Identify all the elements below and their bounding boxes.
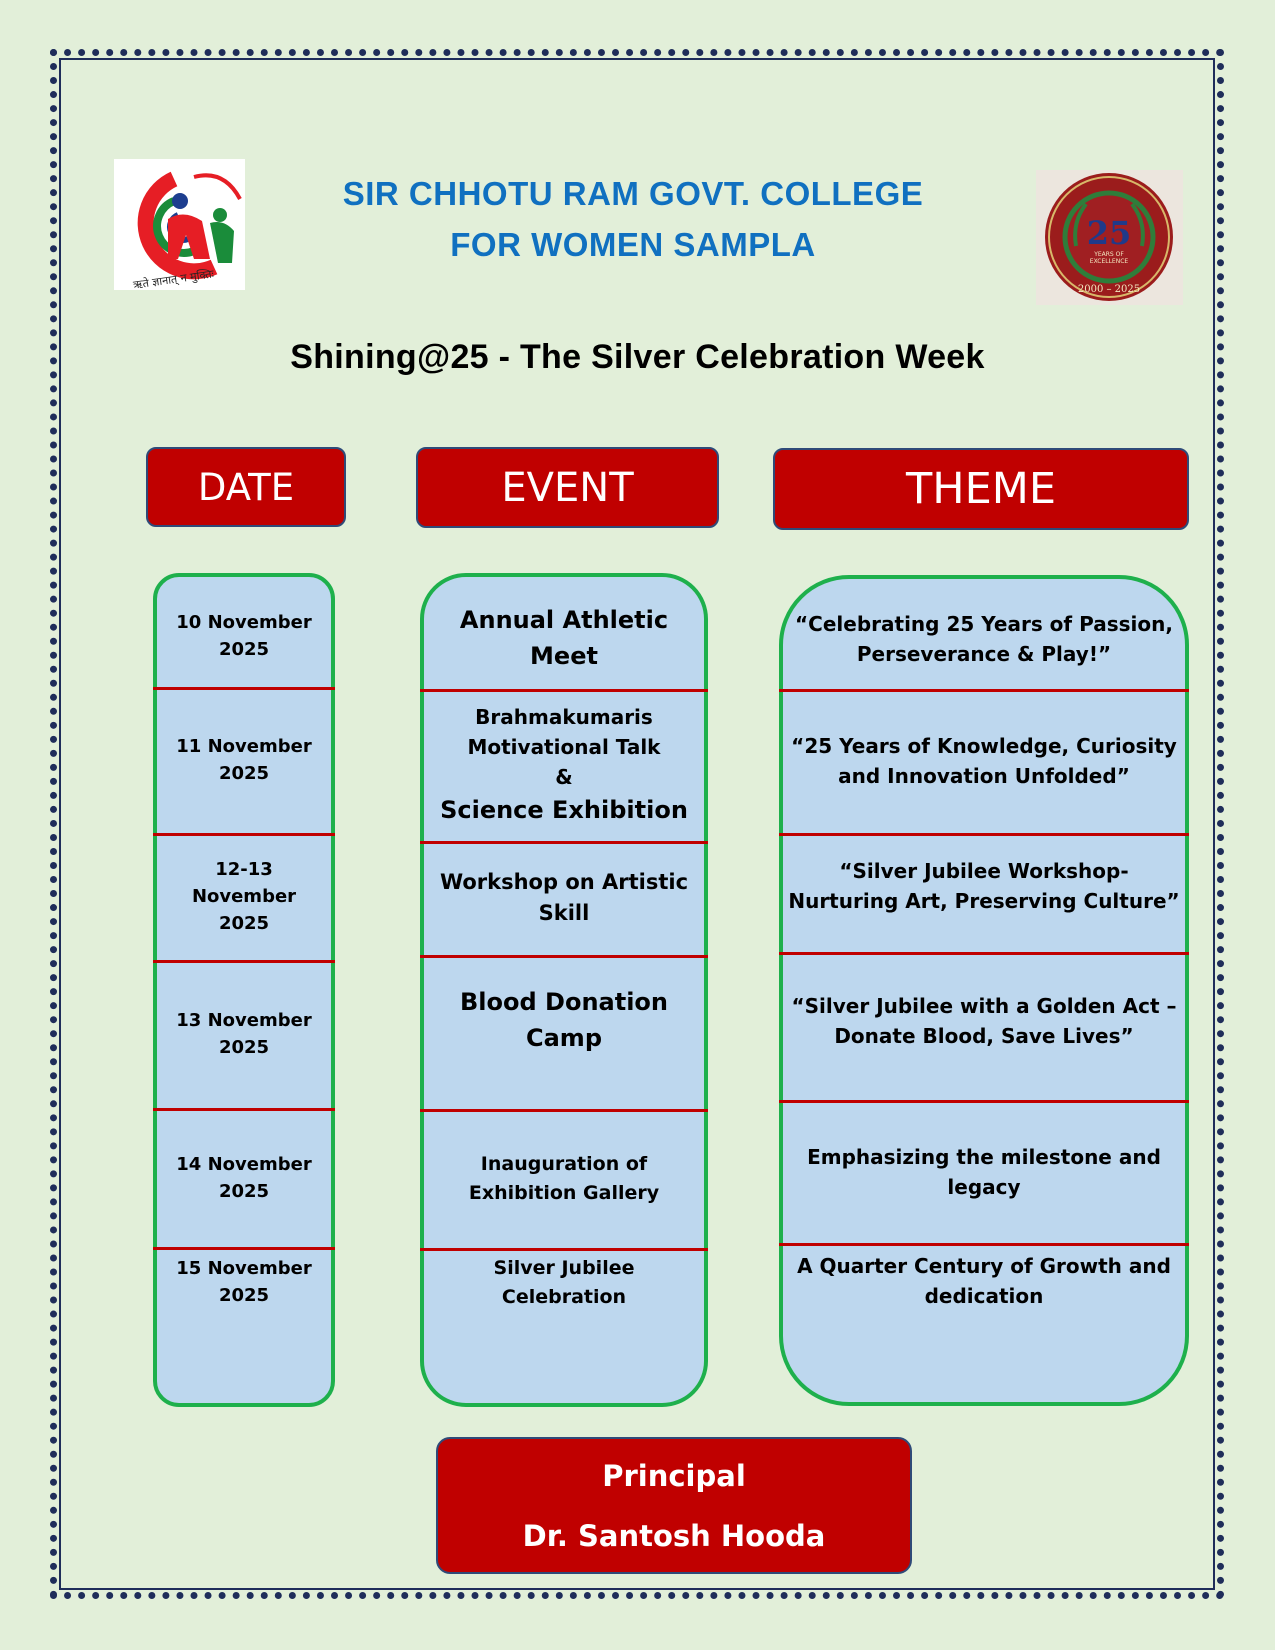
- theme-text-line: “25 Years of Knowledge, Curiosity: [791, 734, 1177, 758]
- event-cell: [424, 689, 704, 841]
- date-text-line: 2025: [218, 1180, 270, 1202]
- theme-text-line: Emphasizing the milestone and: [807, 1144, 1161, 1169]
- row-separator: [153, 960, 335, 963]
- date-cell: [157, 585, 331, 687]
- college-logo: [114, 159, 245, 290]
- theme-header-label: THEME: [905, 464, 1057, 514]
- theme-text-line: Donate Blood, Save Lives”: [834, 1024, 1134, 1048]
- event-text-line: Celebration: [501, 1285, 627, 1308]
- principal-name: Dr. Santosh Hooda: [522, 1519, 826, 1553]
- theme-cell-text: [791, 731, 1177, 791]
- event-cell: [424, 587, 704, 689]
- event-text-line: Workshop on Artistic: [439, 869, 689, 894]
- event-cell-text: [469, 1150, 659, 1207]
- theme-cell-text: [792, 991, 1177, 1051]
- event-cell-text: [440, 702, 688, 828]
- emblem-number: 25: [1086, 214, 1132, 252]
- logo-caption: ऋते ज्ञानात् न मुक्तिः: [132, 267, 215, 290]
- college-name-line1: SIR CHHOTU RAM GOVT. COLLEGE: [342, 175, 924, 212]
- date-text-line: 2025: [218, 913, 270, 934]
- date-cell-text: [192, 856, 296, 937]
- row-separator: [420, 1248, 708, 1251]
- date-text-line: 2025: [218, 1285, 270, 1306]
- date-text-line: 2025: [218, 763, 270, 784]
- row-separator: [153, 1108, 335, 1111]
- principal-role: Principal: [602, 1459, 746, 1493]
- event-text-line: Motivational Talk: [467, 735, 661, 759]
- event-text-line: Meet: [530, 642, 598, 670]
- date-cell-text: [176, 609, 311, 663]
- theme-cell-text: [795, 609, 1173, 669]
- date-header-label: DATE: [197, 465, 295, 509]
- date-text-line: 15 November: [176, 1258, 312, 1279]
- row-separator: [420, 689, 708, 692]
- college-name-line2: FOR WOMEN SAMPLA: [450, 226, 816, 263]
- theme-cell-text: [807, 1142, 1161, 1202]
- silver-jubilee-emblem: [1036, 170, 1183, 305]
- row-separator: [153, 1247, 335, 1250]
- date-text-line: 2025: [218, 639, 270, 660]
- date-text-line: 12-13: [215, 859, 273, 880]
- date-text-line: 10 November: [176, 612, 312, 633]
- row-separator: [420, 841, 708, 844]
- theme-text-line: legacy: [947, 1174, 1021, 1199]
- event-text-line: Camp: [526, 1024, 602, 1052]
- event-text-line: Blood Donation: [460, 988, 668, 1016]
- event-cell-text: [440, 867, 688, 930]
- event-week-title: Shining@25 - The Silver Celebration Week: [290, 338, 985, 376]
- theme-cell: [783, 1100, 1185, 1243]
- row-separator: [779, 1100, 1189, 1103]
- theme-cell-text: [797, 1251, 1171, 1311]
- row-separator: [420, 955, 708, 958]
- event-text-line: Exhibition Gallery: [468, 1181, 660, 1204]
- date-cell-text: [176, 1255, 311, 1309]
- date-column: [153, 573, 335, 1407]
- date-cell: [157, 833, 331, 960]
- theme-text-line: Perseverance & Play!”: [856, 642, 1112, 666]
- date-text-line: 11 November: [176, 736, 312, 757]
- theme-cell: [783, 1243, 1185, 1319]
- date-cell: [157, 1108, 331, 1247]
- theme-cell-text: [788, 856, 1179, 916]
- event-cell: [424, 1109, 704, 1248]
- date-text-line: 14 November: [176, 1153, 312, 1175]
- event-cell: [424, 1248, 704, 1317]
- event-text-line: Inauguration of: [480, 1153, 648, 1175]
- theme-text-line: “Celebrating 25 Years of Passion,: [795, 612, 1173, 636]
- event-header-label: EVENT: [501, 464, 634, 511]
- emblem-years: 2000 – 2025: [1077, 284, 1141, 295]
- row-separator: [153, 833, 335, 836]
- date-cell-text: [176, 1151, 311, 1205]
- event-header: [416, 447, 719, 528]
- theme-cell: [783, 833, 1185, 938]
- event-text-line: Skill: [538, 901, 590, 925]
- event-cell-text: [494, 1254, 635, 1311]
- theme-cell: [783, 952, 1185, 1090]
- theme-text-line: and Innovation Unfolded”: [838, 764, 1130, 788]
- date-cell-text: [176, 733, 311, 787]
- row-separator: [779, 833, 1189, 836]
- event-column: [420, 573, 708, 1407]
- emblem-tag2: EXCELLENCE: [1089, 258, 1129, 265]
- event-text-line: Silver Jubilee: [493, 1257, 635, 1279]
- date-cell: [157, 960, 331, 1108]
- theme-cell: [783, 689, 1185, 833]
- event-text-line: Annual Athletic: [459, 606, 669, 634]
- event-cell: [424, 841, 704, 955]
- theme-text-line: Nurturing Art, Preserving Culture”: [788, 888, 1180, 913]
- date-cell: [157, 687, 331, 833]
- event-cell-text: [460, 984, 668, 1056]
- date-text-line: 13 November: [176, 1010, 312, 1031]
- theme-cell: [783, 589, 1185, 689]
- date-header: [146, 447, 346, 527]
- principal-box: [436, 1437, 912, 1574]
- date-text-line: 2025: [218, 1037, 270, 1058]
- theme-text-line: “Silver Jubilee with a Golden Act –: [791, 994, 1177, 1018]
- theme-column: [779, 575, 1189, 1406]
- theme-text-line: dedication: [924, 1284, 1044, 1308]
- event-cell-text: [460, 602, 668, 674]
- row-separator: [153, 687, 335, 690]
- date-cell-text: [176, 1007, 311, 1061]
- theme-text-line: A Quarter Century of Growth and: [797, 1254, 1171, 1278]
- row-separator: [420, 1109, 708, 1112]
- row-separator: [779, 1243, 1189, 1246]
- theme-text-line: “Silver Jubilee Workshop-: [839, 858, 1129, 883]
- date-text-line: November: [191, 886, 297, 907]
- theme-header: [773, 448, 1189, 530]
- row-separator: [779, 689, 1189, 692]
- date-cell: [157, 1247, 331, 1317]
- event-text-line: Brahmakumaris: [475, 705, 653, 729]
- event-text-line: &: [555, 765, 573, 789]
- event-text-line: Science Exhibition: [440, 796, 688, 824]
- row-separator: [779, 952, 1189, 955]
- event-cell: [424, 955, 704, 1085]
- emblem-tag1: YEARS OF: [1094, 251, 1124, 258]
